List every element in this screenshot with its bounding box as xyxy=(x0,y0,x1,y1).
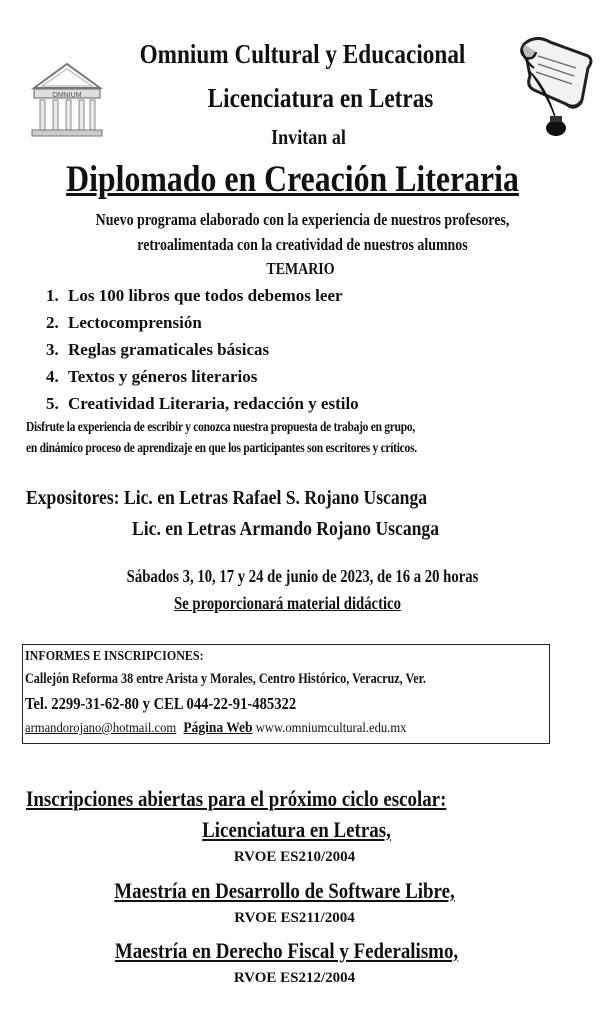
enrollment-heading: Inscripciones abiertas para el próximo ciclo escolar: xyxy=(26,786,447,811)
logo-text: OMNIUM xyxy=(52,92,82,99)
topic-item: 3. Reglas gramaticales básicas xyxy=(46,340,270,359)
enrollment-rvoe: RVOE ES210/2004 xyxy=(233,849,356,865)
enrollment-program: Maestría en Derecho Fiscal y Federalismo, xyxy=(114,938,459,963)
info-address: Callejón Reforma 38 entre Arista y Morales, Centro Histórico, Veracruz, Ver. xyxy=(25,671,426,687)
topic-item: 2. Lectocomprensión xyxy=(46,313,202,332)
invite-text: Invitan al xyxy=(271,125,346,149)
speaker-2: Lic. en Letras Armando Rojano Uscanga xyxy=(132,518,440,540)
enrollment-program: Maestría en Desarrollo de Software Libre, xyxy=(114,878,455,903)
info-box xyxy=(22,644,550,744)
intro-line-2: retroalimentada con la creatividad de nuestros alumnos xyxy=(137,235,468,254)
institution-name: Omnium Cultural y Educacional xyxy=(139,39,466,69)
info-heading: INFORMES E INSCRIPCIONES: xyxy=(25,649,204,664)
info-phones: Tel. 2299-31-62-80 y CEL 044-22-91-485322 xyxy=(25,694,297,713)
enrollment-rvoe: RVOE ES211/2004 xyxy=(234,910,355,926)
topic-item: 4. Textos y géneros literarios xyxy=(46,367,258,386)
web-label: Página Web xyxy=(183,720,253,736)
email-link[interactable]: armandorojano@hotmail.com xyxy=(25,721,177,736)
material-note: Se proporcionará material didáctico xyxy=(174,593,401,613)
schedule-dates: Sábados 3, 10, 17 y 24 de junio de 2023, de 16 a 20 horas xyxy=(126,566,479,586)
enrollment-rvoe: RVOE ES212/2004 xyxy=(233,970,356,986)
speaker-1: Expositores: Lic. en Letras Rafael S. Rojano Uscanga xyxy=(26,487,428,509)
description-line-1: Disfrute la experiencia de escribir y conozca nuestra propuesta de trabajo en grupo, xyxy=(26,419,415,434)
info-contact-line xyxy=(25,720,406,737)
program-name: Licenciatura en Letras xyxy=(207,83,434,113)
intro-line-1: Nuevo programa elaborado con la experiencia de nuestros profesores, xyxy=(95,210,510,229)
web-link[interactable]: www.omniumcultural.edu.mx xyxy=(255,721,407,736)
enrollment-program: Licenciatura en Letras, xyxy=(202,817,391,842)
course-title: Diplomado en Creación Literaria xyxy=(66,159,519,200)
temario-label: TEMARIO xyxy=(266,259,335,278)
topic-item: 1. Los 100 libros que todos debemos leer xyxy=(46,286,343,305)
topic-item: 5. Creatividad Literaria, redacción y estilo xyxy=(46,394,359,413)
description-line-2: en dinámico proceso de aprendizaje en que los participantes son escritores y críticos. xyxy=(26,440,417,455)
